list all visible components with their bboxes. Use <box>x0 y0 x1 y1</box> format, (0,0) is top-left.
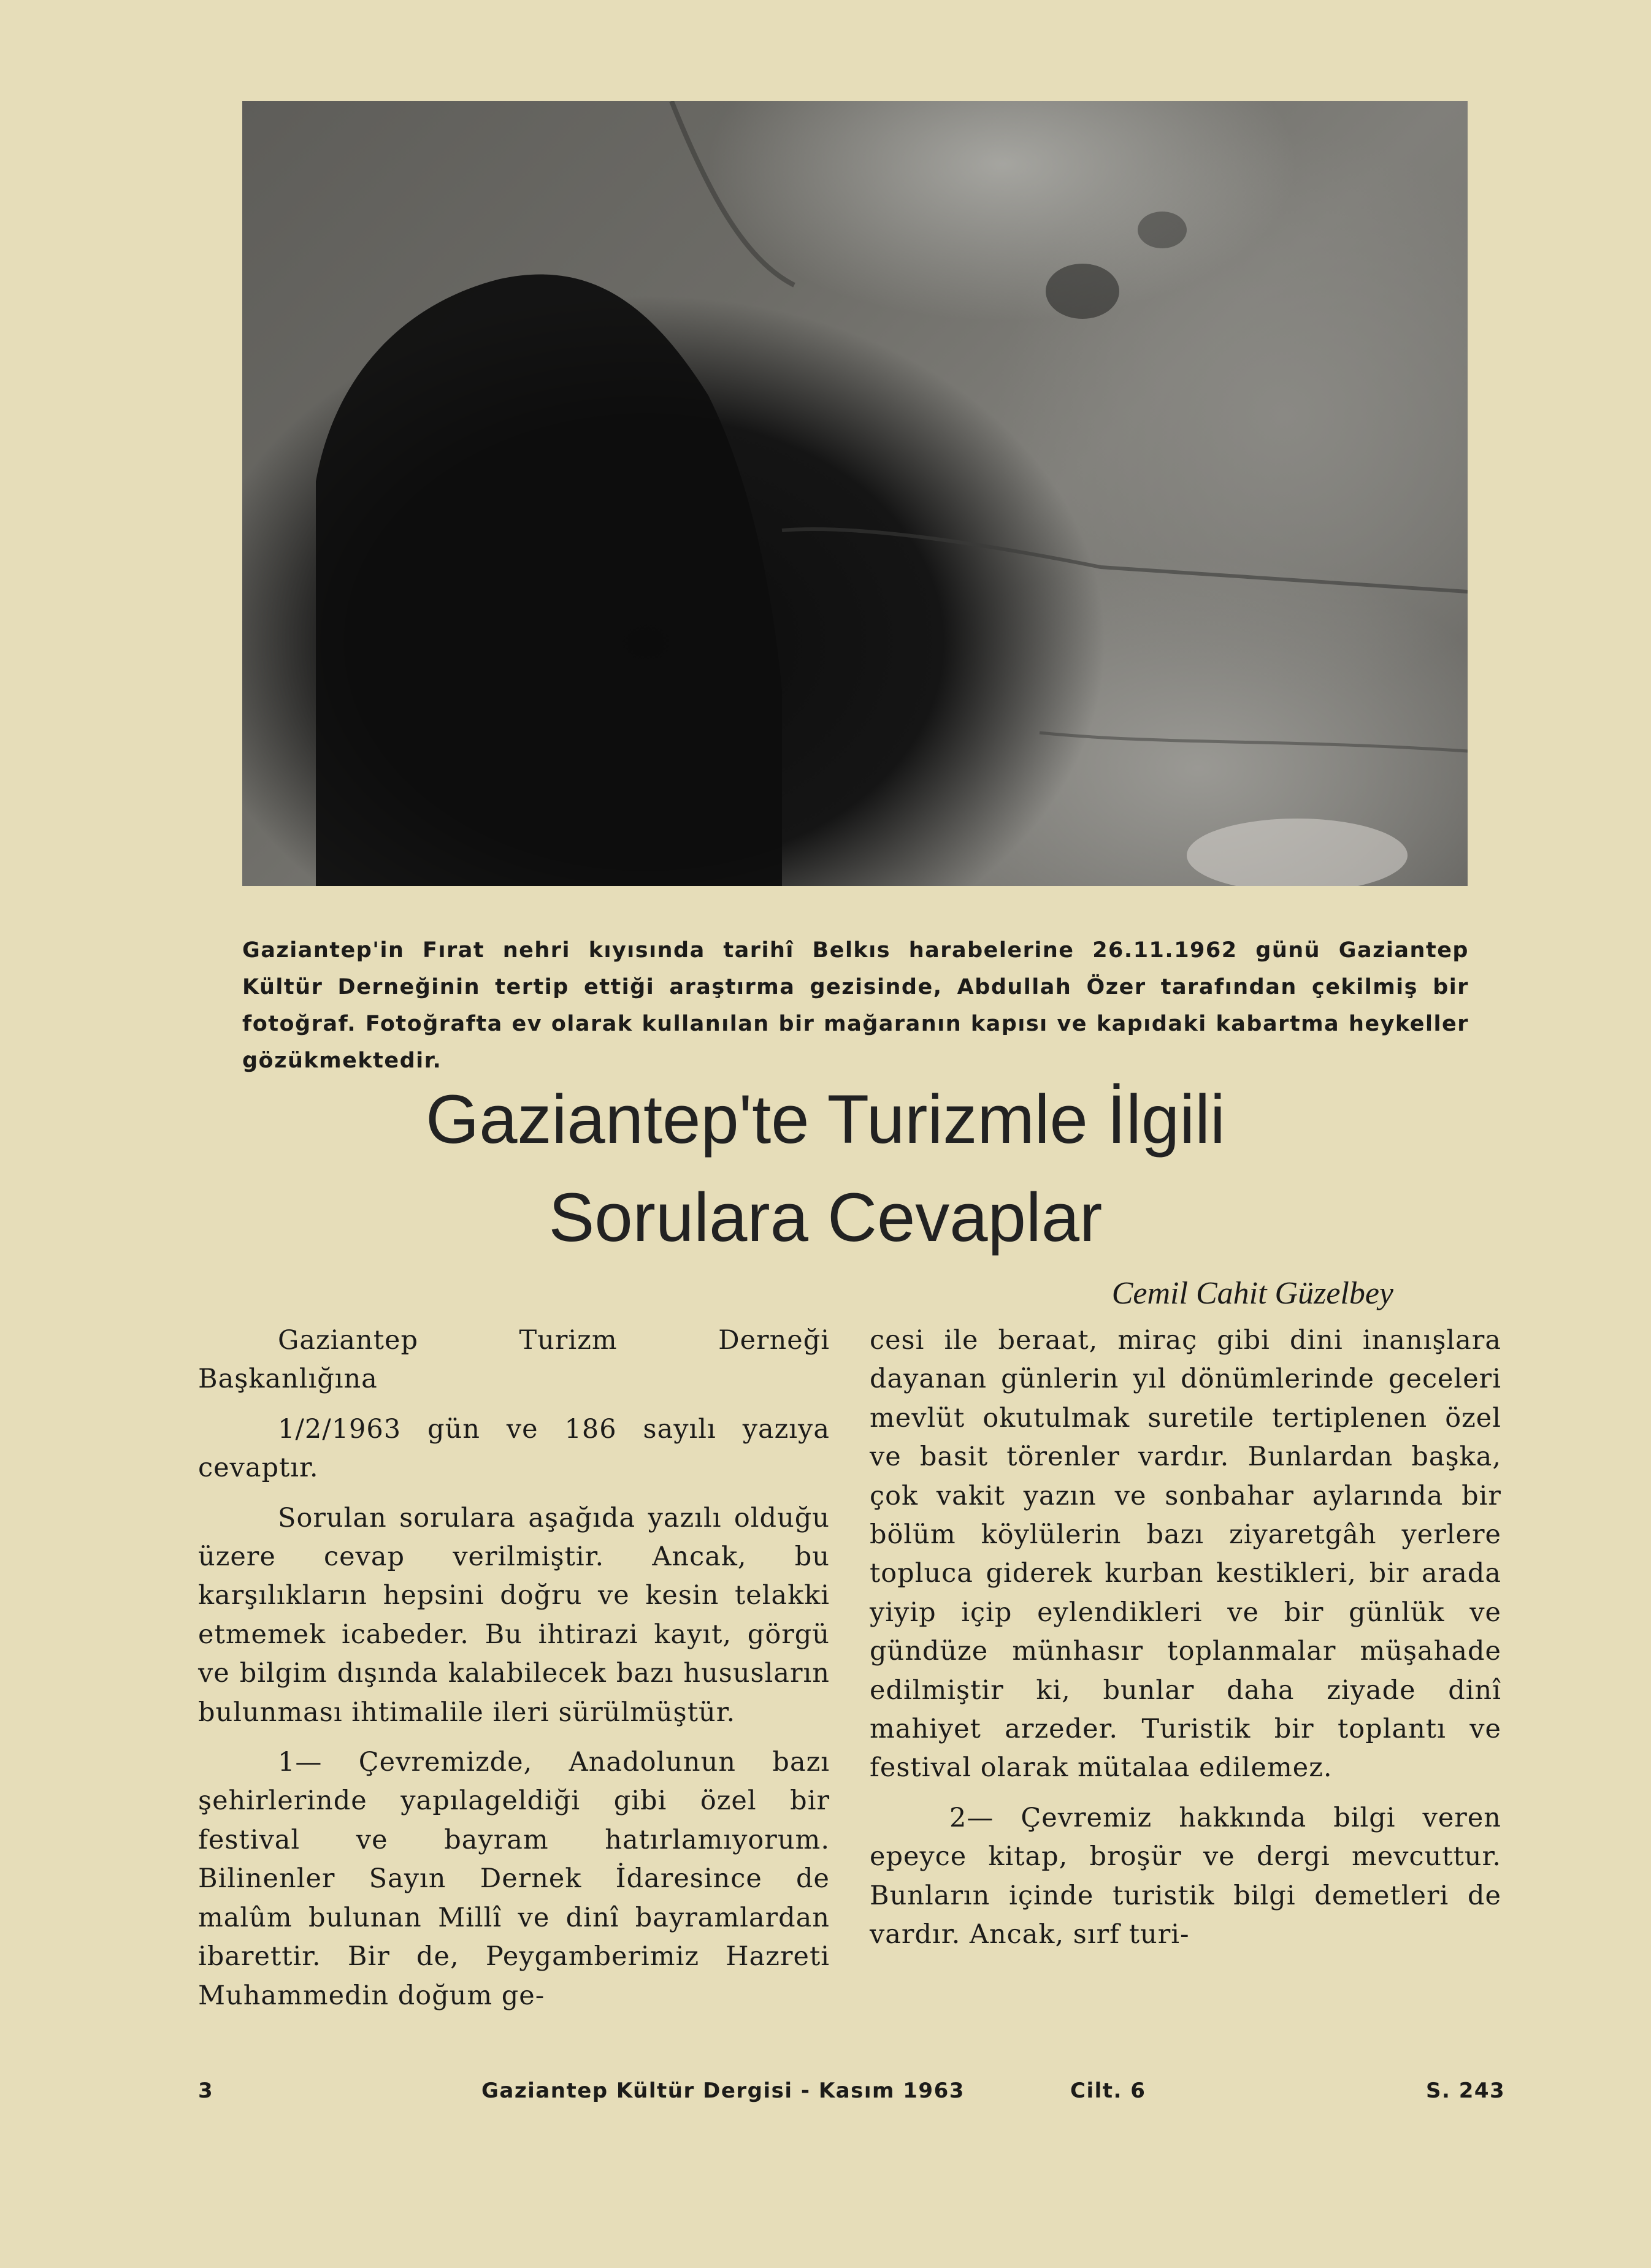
paragraph: 1/2/1963 gün ve 186 sayılı yazıya cevaptır. <box>198 1413 830 1484</box>
volume-number: Cilt. 6 <box>1070 2079 1146 2103</box>
paragraph: cesi ile beraat, miraç gibi dini inanışlara dayanan günlerin yıl dönümlerinde geceleri mevlüt okutulmak suretile tertiplenen özel ve basit törenler vardır. Bunlardan başka, çok vakit yazın ve sonbahar aylarında bir bölüm köylülerin bazı ziyaretgâh yerlere topluca giderek kurban kestikleri, bir arada yiyip içip eylendikleri ve bir günlük ve gündüze münhasır toplanmalar müşahade edilmiştir ki, bunlar daha ziyade dinî mahiyet arzeder. Turistik bir toplantı ve festival olarak mütalaa edilemez. <box>870 1325 1501 1784</box>
article-title-line-1: Gaziantep'te Turizmle İlgili <box>426 1081 1225 1158</box>
left-column <box>198 1321 830 2026</box>
paragraph: 1— Çevremizde, Anadolunun bazı şehirlerinde yapılageldiği gibi özel bir festival ve bayram hatırlamıyorum. Bilinenler Sayın Dernek İdaresince de malûm bulunan Millî ve dinî bayramlardan ibarettir. Bir de, Peygamberimiz Hazreti Muhammedin doğum ge- <box>198 1747 830 2011</box>
issue-page: S. 243 <box>1426 2079 1506 2103</box>
photo-caption: Gaziantep'in Fırat nehri kıyısında tarihî Belkıs harabelerine 26.11.1962 günü Gaziantep Kültür Derneğinin tertip ettiği araştırma gezisinde, Abdullah Özer tarafından çekilmiş bir fotoğraf. Fotoğrafta ev olarak kullanılan bir mağaranın kapısı ve kapıdaki kabartma heykeller gözükmektedir. <box>242 938 1469 1073</box>
paragraph: 2— Çevremiz hakkında bilgi veren epeyce kitap, broşür ve dergi mevcuttur. Bunların içinde turistik bilgi demetleri de vardır. Ancak, sırf turi- <box>870 1802 1501 1950</box>
paragraph: Sorulan sorulara aşağıda yazılı olduğu üzere cevap verilmiştir. Ancak, bu karşılıkların hepsini doğru ve kesin telakki etmemek icabeder. Bu ihtirazi kayıt, görgü ve bilgim dışında kalabilecek bazı hususların bulunması ihtimalile ileri sürülmüştür. <box>198 1502 830 1728</box>
cave-entrance-graphic <box>242 101 1468 886</box>
page-number: 3 <box>198 2079 214 2103</box>
right-column <box>870 1321 1501 1966</box>
author-name: Cemil Cahit Güzelbey <box>1111 1276 1393 1311</box>
article-title-line-2: Sorulara Cevaplar <box>548 1179 1103 1256</box>
cave-photograph <box>242 101 1468 886</box>
paragraph: Gaziantep Turizm Derneği Başkanlığına <box>198 1325 830 1395</box>
journal-name: Gaziantep Kültür Dergisi - Kasım 1963 <box>481 2079 965 2103</box>
